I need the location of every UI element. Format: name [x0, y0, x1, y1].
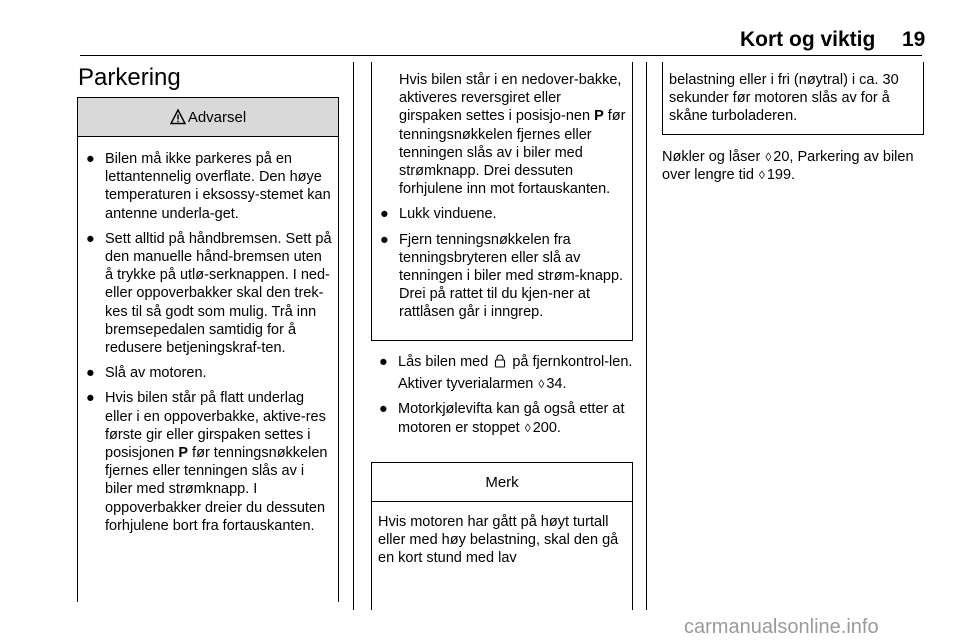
page-reference-arrow: ◊ — [538, 377, 545, 392]
note-box-heading: Merk — [372, 463, 632, 502]
warning-paragraph: Hvis bilen står i en nedover-bakke, aktiveres reversgiret eller girspaken settes i posisjo-nen P før tenningsnøkkelen fjernes eller tenningen slås av i biler med strømknapp. Drei dessuten forhjulene inn mot fortauskanten. — [399, 72, 626, 198]
list-item-text: Sett alltid på håndbremsen. Sett på den manuelle hånd-bremsen uten å trykke på utlø-serknappen. I ned- eller oppoverbakker skal den trek-kes til så godt som mulig. Trå inn bremsepedalen samtidig for å redusere betjeningskraf-ten. — [105, 230, 332, 357]
page-reference-arrow: ◊ — [758, 168, 765, 183]
column-divider-left — [353, 62, 354, 610]
page-reference-arrow: ◊ — [765, 150, 772, 164]
lock-icon — [494, 354, 506, 368]
warning-box-heading — [78, 98, 338, 137]
list-item-text: Hvis bilen står på flatt underlag eller i en oppoverbakke, aktive-res første gir eller girspaken settes i posisjonen P før tenningsnøkkelen fjernes eller tenningen slås av i biler med strømknapp. I oppoverbakker dreier du dessuten forhjulene bort fra fortauskanten. — [105, 390, 328, 534]
list-item: ● Lukk vinduene. — [380, 206, 497, 223]
parking-steps — [371, 353, 637, 444]
warning-box — [77, 97, 339, 602]
list-item-text: Bilen må ikke parkeres på en lettantennelig overflate. Den høye temperaturen i eksossy-stemet kan antenne underla-get. — [105, 151, 331, 222]
list-item: ● Lås bilen med på fjernkontrol-len. — [379, 354, 633, 370]
note-text: Hvis motoren har gått på høyt turtall eller med høy belastning, skal den gå en kort stund med lav — [378, 514, 619, 567]
list-item: ● Hvis bilen står på flatt underlag eller i en oppoverbakke, aktive-res første gir eller girspaken settes i posisjonen P før tenningsnøkkelen fjernes eller tenningen slås av i biler med strømknapp. I oppoverbakker dreier du dessuten forhjulene bort fra fortauskanten. — [86, 390, 328, 534]
page-reference-arrow: ◊ — [524, 420, 531, 435]
list-item: ● Bilen må ikke parkeres på en lettantennelig overflate. Den høye temperaturen i eksossy-stemet kan antenne underla-get. — [86, 151, 331, 222]
list-item-text: Fjern tenningsnøkkelen fra tenningsbryteren eller slå av tenningen i biler med strøm-knapp. Drei på rattet til du kjen-ner at rattlåsen går i inngrep. — [399, 231, 624, 321]
list-item: ● Motorkjølevifta kan gå også etter at motoren er stoppet ◊ 200. — [379, 401, 625, 436]
page-number: 19 — [902, 28, 926, 51]
warning-triangle-icon — [170, 109, 186, 125]
list-item-text: Slå av motoren. — [105, 365, 207, 382]
column-divider-right — [646, 62, 647, 610]
see-also-paragraph: Nøkler og låser ◊ 20, Parkering av bilen over lengre tid ◊ 199. — [662, 149, 914, 184]
list-item: ● Slå av motoren. — [86, 365, 207, 382]
section-title: Parkering — [78, 64, 181, 91]
header-title: Kort og viktig — [740, 28, 876, 51]
note-box — [371, 462, 633, 610]
alarm-paragraph: Aktiver tyverialarmen ◊ 34. — [398, 376, 567, 393]
note-box-continued — [662, 62, 924, 135]
watermark: carmanualsonline.info — [684, 616, 879, 638]
warning-list — [78, 137, 338, 535]
warning-box-continued — [371, 62, 633, 341]
header-rule — [80, 55, 922, 56]
list-item: ● Sett alltid på håndbremsen. Sett på den manuelle hånd-bremsen uten å trykke på utlø-serknappen. I ned- eller oppoverbakker skal den trek-kes til så godt som mulig. Trå inn bremsepedalen samtidig for å redusere betjeningskraf-ten. — [86, 230, 332, 357]
list-item-text: Lukk vinduene. — [399, 206, 497, 223]
note-text-continued: belastning eller i fri (nøytral) i ca. 30 sekunder før motoren slås av for å skåne turboladeren. — [669, 72, 899, 125]
warning-heading-text: Advarsel — [187, 108, 247, 126]
list-item: ● Fjern tenningsnøkkelen fra tenningsbryteren eller slå av tenningen i biler med strøm-knapp. Drei på rattet til du kjen-ner at rattlåsen går i inngrep. — [380, 231, 624, 321]
